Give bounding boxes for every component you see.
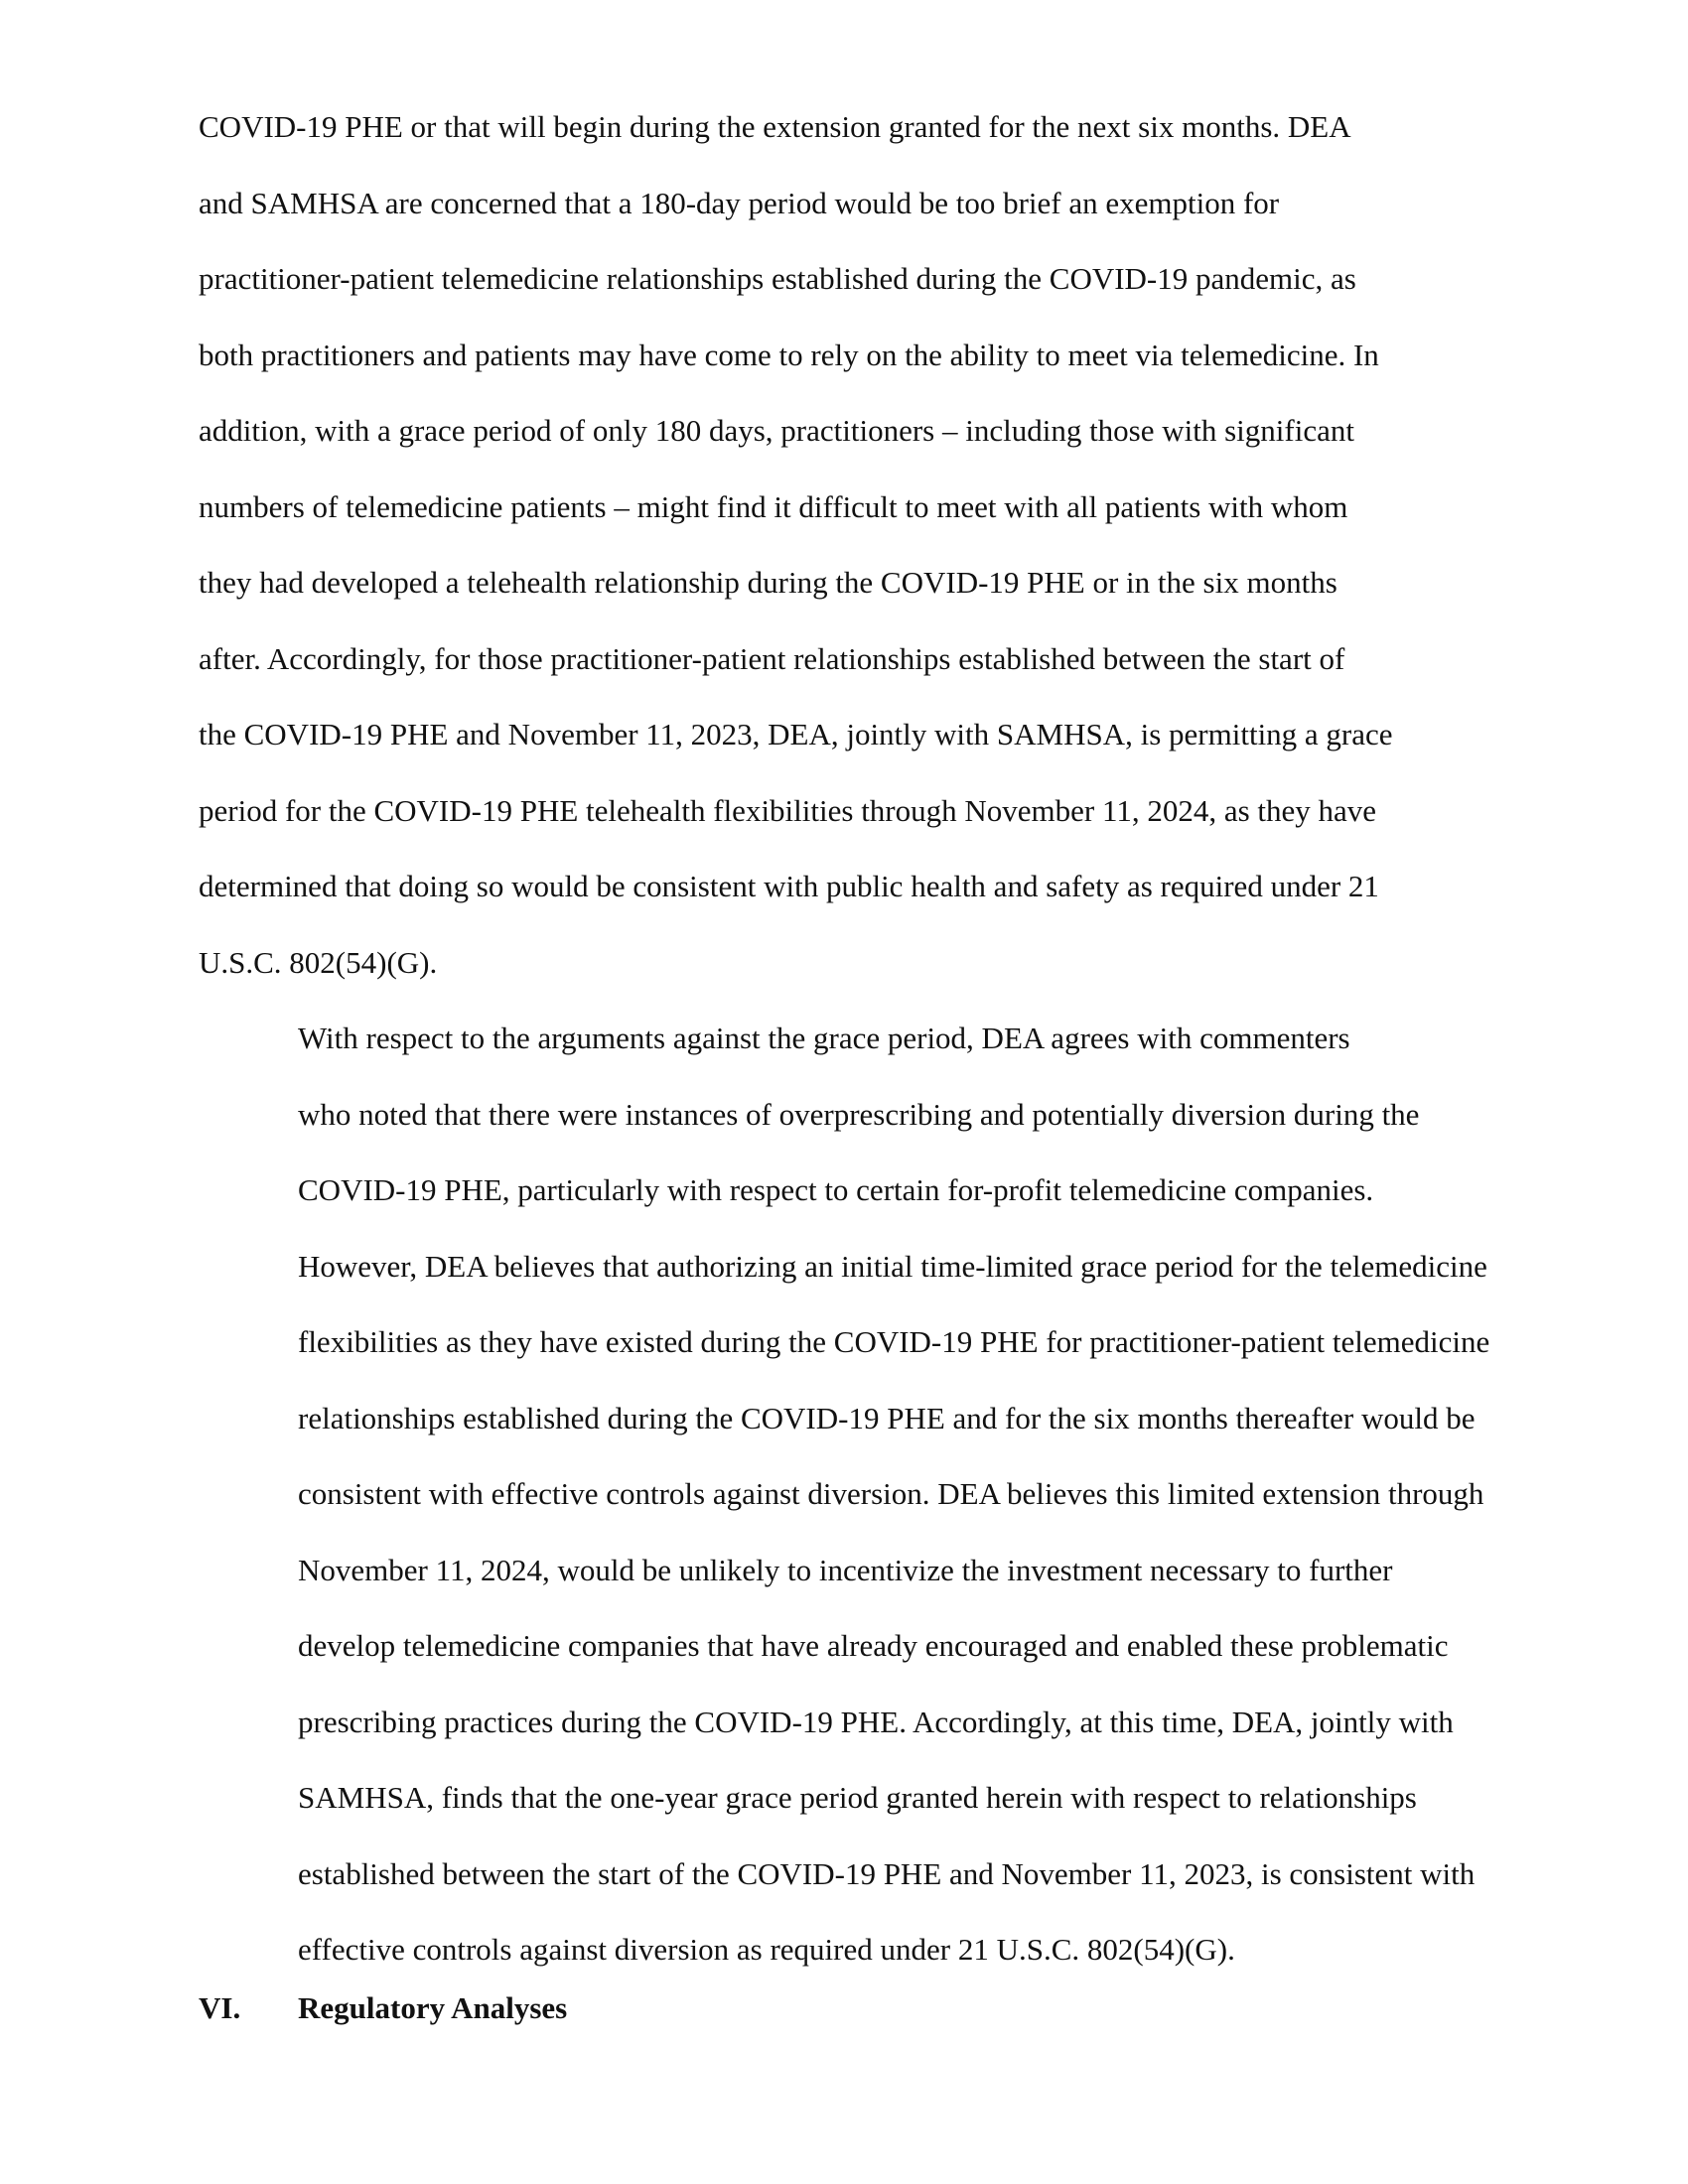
paragraph-1 [199,89,1489,1001]
text-line: U.S.C. 802(54)(G). [199,944,438,980]
text-line: practitioner-patient telemedicine relationships established during the COVID-19 pandemic, as [199,261,1356,296]
text-line: effective controls against diversion as required under 21 U.S.C. 802(54)(G). [298,1932,1235,1967]
text-line: numbers of telemedicine patients – might find it difficult to meet with all patients with whom [199,488,1348,524]
text-line: flexibilities as they have existed during the COVID-19 PHE for practitioner-patient telemedicine [298,1324,1490,1359]
text-line: With respect to the arguments against the grace period, DEA agrees with commenters [298,1021,1350,1055]
text-line: addition, with a grace period of only 180 days, practitioners – including those with significant [199,413,1354,448]
text-line: relationships established during the COVID-19 PHE and for the six months thereafter would be [298,1400,1476,1435]
section-number: VI. [199,1990,241,2025]
text-line: COVID-19 PHE or that will begin during the extension granted for the next six months. DEA [199,109,1351,144]
text-line: they had developed a telehealth relationship during the COVID-19 PHE or in the six months [199,565,1337,600]
text-line: SAMHSA, finds that the one-year grace period granted herein with respect to relationships [298,1780,1417,1815]
text-line: consistent with effective controls against diversion. DEA believes this limited extension through [298,1476,1484,1511]
text-line: COVID-19 PHE, particularly with respect to certain for-profit telemedicine companies. [298,1172,1374,1207]
document-body [199,89,1489,1988]
text-line: after. Accordingly, for those practitioner-patient relationships established between the start of [199,640,1345,676]
text-line: However, DEA believes that authorizing an initial time-limited grace period for the telemedicine [298,1248,1487,1284]
text-line: who noted that there were instances of overprescribing and potentially diversion during the [298,1096,1420,1132]
text-line: the COVID-19 PHE and November 11, 2023, DEA, jointly with SAMHSA, is permitting a grace [199,717,1393,751]
text-line: both practitioners and patients may have come to rely on the ability to meet via telemedicine. In [199,337,1379,372]
text-line: November 11, 2024, would be unlikely to incentivize the investment necessary to further [298,1552,1393,1587]
text-line: develop telemedicine companies that have already encouraged and enabled these problematic [298,1628,1449,1663]
text-line: prescribing practices during the COVID-19 PHE. Accordingly, at this time, DEA, jointly with [298,1704,1454,1739]
paragraph-2 [199,1001,1489,1988]
section-title: Regulatory Analyses [298,1990,568,2025]
text-line: determined that doing so would be consistent with public health and safety as required under 21 [199,869,1379,903]
text-line: period for the COVID-19 PHE telehealth flexibilities through November 11, 2024, as they have [199,792,1377,828]
text-line: and SAMHSA are concerned that a 180-day period would be too brief an exemption for [199,185,1280,220]
section-heading [199,1990,567,2026]
text-line: established between the start of the COVID-19 PHE and November 11, 2023, is consistent with [298,1855,1476,1891]
